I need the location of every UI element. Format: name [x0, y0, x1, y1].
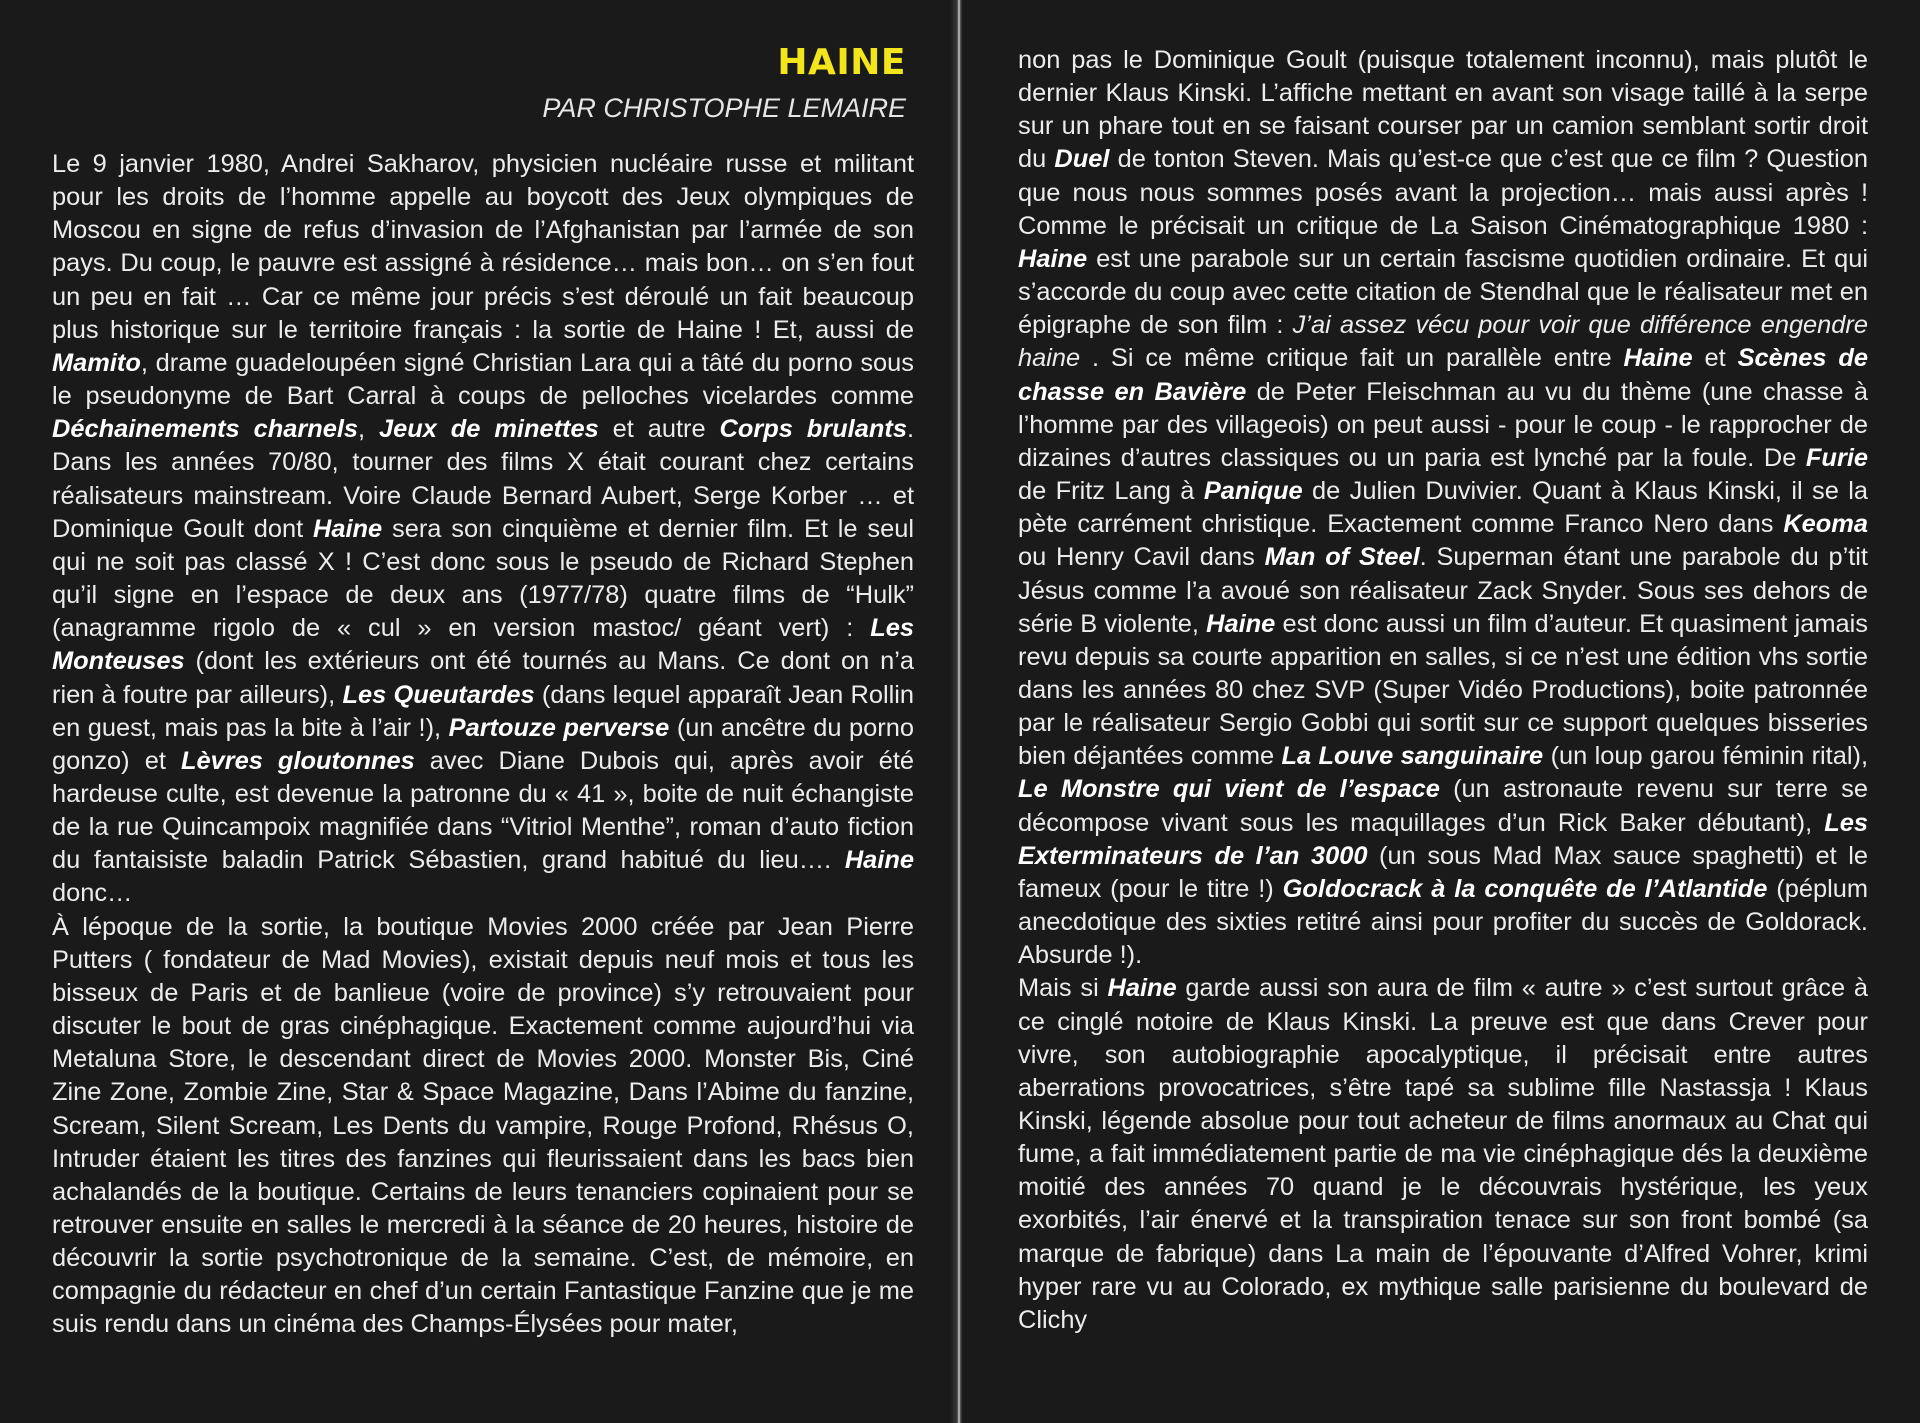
right-page-body: non pas le Dominique Goult (puisque totalement inconnu), mais plutôt le dernier Klaus Kinski. L’affiche mettant en avant son visage taillé à la serpe sur un phare tout en se faisant courser par un camion semblant sortir droit du Duel de tonton Steven. Mais qu’est-ce que c’est que ce film ? Question que nous nous sommes posés avant la projection… mais aussi après ! Comme le précisait un critique de La Saison Cinématographique 1980 : Haine est une parabole sur un certain fascisme quotidien ordinaire. Et qui s’accorde du coup avec cette citation de Stendhal que le réalisateur met en épigraphe de son film : J’ai assez vécu pour voir que différence engendre haine . Si ce même critique fait un parallèle entre Haine et Scènes de chasse en Bavière de Peter Fleischman au vu du thème (une chasse à l’homme par des villageois) on peut aussi - pour le coup - le rapprocher de dizaines d’autres classiques ou un paria est lynché par la foule. De Furie de Fritz Lang à Panique de Julien Duvivier. Quant à Klaus Kinski, il se la pète carrément christique. Exactement comme Franco Nero dans Keoma ou Henry Cavil dans Man of Steel. Superman étant une parabole du p’tit Jésus comme l’a avoué son réalisateur Zack Snyder. Sous ses dehors de série B violente, Haine est donc aussi un film d’auteur. Et quasiment jamais revu depuis sa courte apparition en salles, si ce n’est une édition vhs sortie dans les années 80 chez SVP (Super Vidéo Productions), boite patronnée par le réalisateur Sergio Gobbi qui sortit sur ce support quelques bisseries bien déjantées comme La Louve sanguinaire (un loup garou féminin rital), Le Monstre qui vient de l’espace (un astronaute revenu sur terre se décompose vivant sous les maquillages d’un Rick Baker débutant), Les Exterminateurs de l’an 3000 (un sous Mad Max sauce spaghetti) et le fameux (pour le titre !) Goldocrack à la conquête de l’Atlantide (péplum anecdotique des sixties retitré ainsi pour profiter du succès de Goldorack. Absurde !). Mais si Haine garde aussi son aura de film « autre » c’est surtout grâce à ce cinglé notoire de Klaus Kinski. La preuve est que dans Crever pour vivre, son autobiographie apocalyptique, il précisait entre autres aberrations provocatrices, s’être tapé sa sublime fille Nastassja ! Klaus Kinski, légende absolue pour tout acheteur de films anormaux au Chat qui fume, a fait immédiatement partie de ma vie cinéphagique dés la deuxième moitié des années 70 quand je le découvrais hystérique, les yeux exorbités, l’air énervé et la transpiration tenace sur son front bombé (sa marque de fabrique) dans La main de l’épouvante d’Alfred Vohrer, krimi hyper rare vu au Colorado, ex mythique salle parisienne du boulevard de Clichy	[1018, 46, 1869, 1334]
right-page	[962, 0, 1920, 1423]
left-page-body: Le 9 janvier 1980, Andrei Sakharov, physicien nucléaire russe et militant pour les droits de l’homme appelle au boycott des Jeux olympiques de Moscou en signe de refus d’invasion de l’Afghanistan par l’armée de son pays. Du coup, le pauvre est assigné à résidence… mais bon… on s’en fout un peu en fait … Car ce même jour précis s’est déroulé un fait beaucoup plus historique sur le territoire français : la sortie de Haine ! Et, aussi de Mamito, drame guadeloupéen signé Christian Lara qui a tâté du porno sous le pseudonyme de Bart Carral à coups de pelloches vicelardes comme Déchainements charnels, Jeux de minettes et autre Corps brulants. Dans les années 70/80, tourner des films X était courant chez certains réalisateurs mainstream. Voire Claude Bernard Aubert, Serge Korber … et Dominique Goult dont Haine sera son cinquième et dernier film. Et le seul qui ne soit pas classé X ! C’est donc sous le pseudo de Richard Stephen qu’il signe en l’espace de deux ans (1977/78) quatre films de “Hulk” (anagramme rigolo de « cul » en version mastoc/ géant vert) : Les Monteuses (dont les extérieurs ont été tournés au Mans. Ce dont on n’a rien à foutre par ailleurs), Les Queutardes (dans lequel apparaît Jean Rollin en guest, mais pas la bite à l’air !), Partouze perverse (un ancêtre du porno gonzo) et Lèvres gloutonnes avec Diane Dubois qui, après avoir été hardeuse culte, est devenue la patronne du « 41 », boite de nuit échangiste de la rue Quincampoix magnifiée dans “Vitriol Menthe”, roman d’auto fiction du fantaisiste baladin Patrick Sébastien, grand habitué du lieu…. Haine donc… À lépoque de la sortie, la boutique Movies 2000 créée par Jean Pierre Putters ( fondateur de Mad Movies), existait depuis neuf mois et tous les bisseux de Paris et de banlieue (voire de province) s’y retrouvaient pour discuter le bout de gras cinéphagique. Exactement comme aujourd’hui via Metaluna Store, le descendant direct de Movies 2000. Monster Bis, Ciné Zine Zone, Zombie Zine, Star & Space Magazine, Dans l’Abime du fanzine, Scream, Silent Scream, Les Dents du vampire, Rouge Profond, Rhésus O, Intruder étaient les titres des fanzines qui fleurissaient dans les bacs bien achalandés de la boutique. Certains de leurs tenanciers copinaient pour se retrouver ensuite en salles le mercredi à la séance de 20 heures, histoire de découvrir la sortie psychotronique de la semaine. C’est, de mémoire, en compagnie du rédacteur en chef d’un certain Fantastique Fanzine que je me suis rendu dans un cinéma des Champs-Élysées pour mater,	[52, 150, 915, 1339]
article-author: PAR CHRISTOPHE LEMAIRE	[542, 93, 906, 123]
article-title: HAINE	[777, 42, 906, 83]
left-page	[0, 0, 956, 1423]
